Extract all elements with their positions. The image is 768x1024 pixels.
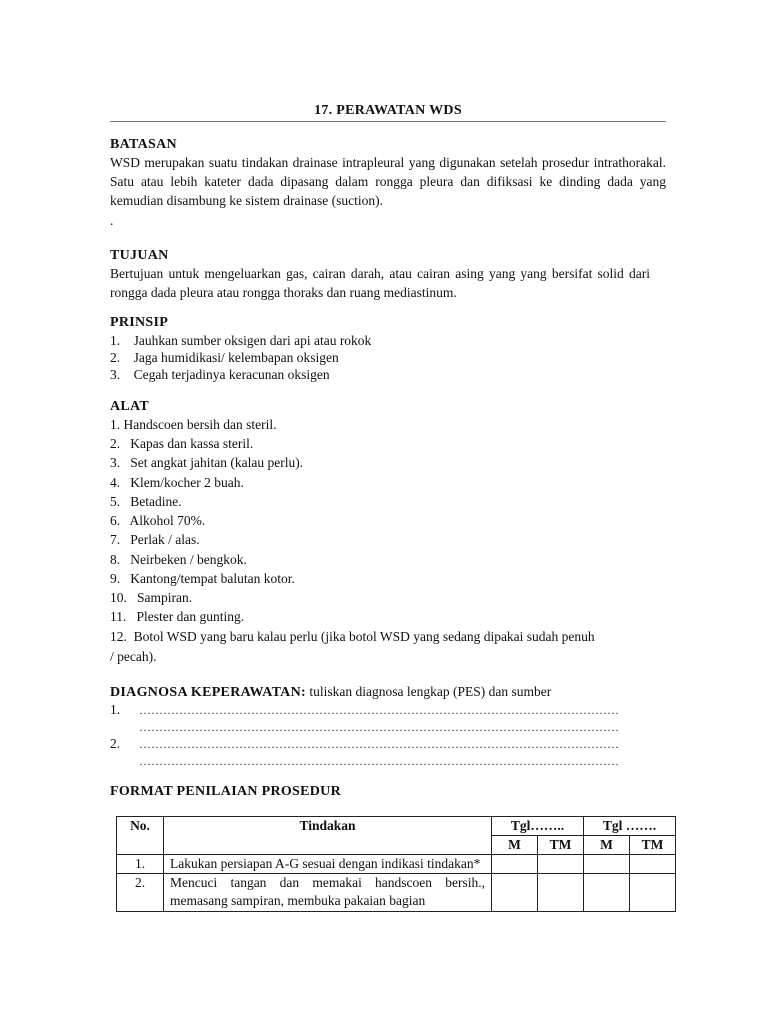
page-title: 17. PERAWATAN WDS xyxy=(314,103,462,118)
batasan-text: WSD merupakan suatu tindakan drainase intrapleural yang digunakan setelah prosedur intrathorakal. Satu atau lebih kateter dada dipasang dalam rongga pleura dan difiksasi ke dinding dada yang kemudian disambung ke sistem drainase (suction). xyxy=(110,155,666,208)
alat-item: 1. Handscoen bersih dan steril. xyxy=(110,417,277,432)
score-cell[interactable] xyxy=(630,855,676,874)
diagnosa-dotted-line: ………………………………………………………………………………………………………… xyxy=(139,737,619,751)
alat-item: 12. Botol WSD yang baru kalau perlu (jika botol WSD yang sedang dipakai sudah penuh xyxy=(110,629,595,644)
tujuan-text: Bertujuan untuk mengeluarkan gas, cairan darah, atau cairan asing yang yang bersifat solid dari rongga dada pleura atau rongga thoraks dan ruang mediastinum. xyxy=(110,266,650,300)
alat-item: 4. Klem/kocher 2 buah. xyxy=(110,475,244,490)
diagnosa-heading: DIAGNOSA KEPERAWATAN: xyxy=(110,685,306,700)
table-header-row xyxy=(117,817,676,836)
row-number: 1. xyxy=(117,855,164,874)
alat-item: 5. Betadine. xyxy=(110,494,182,509)
tujuan-heading: TUJUAN xyxy=(110,248,169,263)
alat-item: 2. Kapas dan kassa steril. xyxy=(110,436,254,451)
title-underline xyxy=(110,121,666,122)
alat-heading: ALAT xyxy=(110,399,150,414)
diagnosa-dotted-line: ………………………………………………………………………………………………………… xyxy=(139,754,619,768)
sub-tm-header: TM xyxy=(538,836,584,855)
prinsip-item: 3. Cegah terjadinya keracunan oksigen xyxy=(110,367,330,382)
col-tgl2-header: Tgl ……. xyxy=(584,817,676,836)
diagnosa-number: 2. xyxy=(110,736,121,751)
prinsip-item: 2. Jaga humidikasi/ kelembapan oksigen xyxy=(110,350,339,365)
alat-item: 6. Alkohol 70%. xyxy=(110,513,206,528)
score-cell[interactable] xyxy=(492,855,538,874)
table-row xyxy=(117,874,676,912)
format-heading: FORMAT PENILAIAN PROSEDUR xyxy=(110,784,341,799)
row-tindakan: Mencuci tangan dan memakai handscoen bersih., memasang sampiran, membuka pakaian bagian xyxy=(164,874,492,912)
col-no-header: No. xyxy=(117,817,164,855)
table-row xyxy=(117,855,676,874)
alat-item: 7. Perlak / alas. xyxy=(110,532,200,547)
alat-item: / pecah). xyxy=(110,649,157,664)
score-cell[interactable] xyxy=(584,855,630,874)
alat-item: 9. Kantong/tempat balutan kotor. xyxy=(110,571,295,586)
score-cell[interactable] xyxy=(538,874,584,912)
alat-item: 10. Sampiran. xyxy=(110,590,193,605)
sub-m-header: M xyxy=(492,836,538,855)
score-cell[interactable] xyxy=(492,874,538,912)
row-number: 2. xyxy=(117,874,164,912)
prinsip-item: 1. Jauhkan sumber oksigen dari api atau rokok xyxy=(110,333,372,348)
diagnosa-subtitle: tuliskan diagnosa lengkap (PES) dan sumber xyxy=(305,684,552,699)
col-tindakan-header: Tindakan xyxy=(164,817,492,855)
sub-m-header: M xyxy=(584,836,630,855)
score-cell[interactable] xyxy=(584,874,630,912)
score-cell[interactable] xyxy=(538,855,584,874)
alat-item: 11. Plester dan gunting. xyxy=(110,609,245,624)
batasan-heading: BATASAN xyxy=(110,137,177,152)
alat-item: 8. Neirbeken / bengkok. xyxy=(110,552,247,567)
diagnosa-dotted-line: ………………………………………………………………………………………………………… xyxy=(139,703,619,717)
score-cell[interactable] xyxy=(630,874,676,912)
diagnosa-number: 1. xyxy=(110,702,121,717)
diagnosa-line xyxy=(110,682,551,702)
alat-item: 3. Set angkat jahitan (kalau perlu). xyxy=(110,455,304,470)
batasan-dot: . xyxy=(110,213,114,228)
assessment-table xyxy=(116,816,676,912)
row-tindakan: Lakukan persiapan A-G sesuai dengan indikasi tindakan* xyxy=(164,855,492,874)
diagnosa-dotted-line: ………………………………………………………………………………………………………… xyxy=(139,720,619,734)
col-tgl1-header: Tgl…….. xyxy=(492,817,584,836)
sub-tm-header: TM xyxy=(630,836,676,855)
prinsip-heading: PRINSIP xyxy=(110,315,169,330)
